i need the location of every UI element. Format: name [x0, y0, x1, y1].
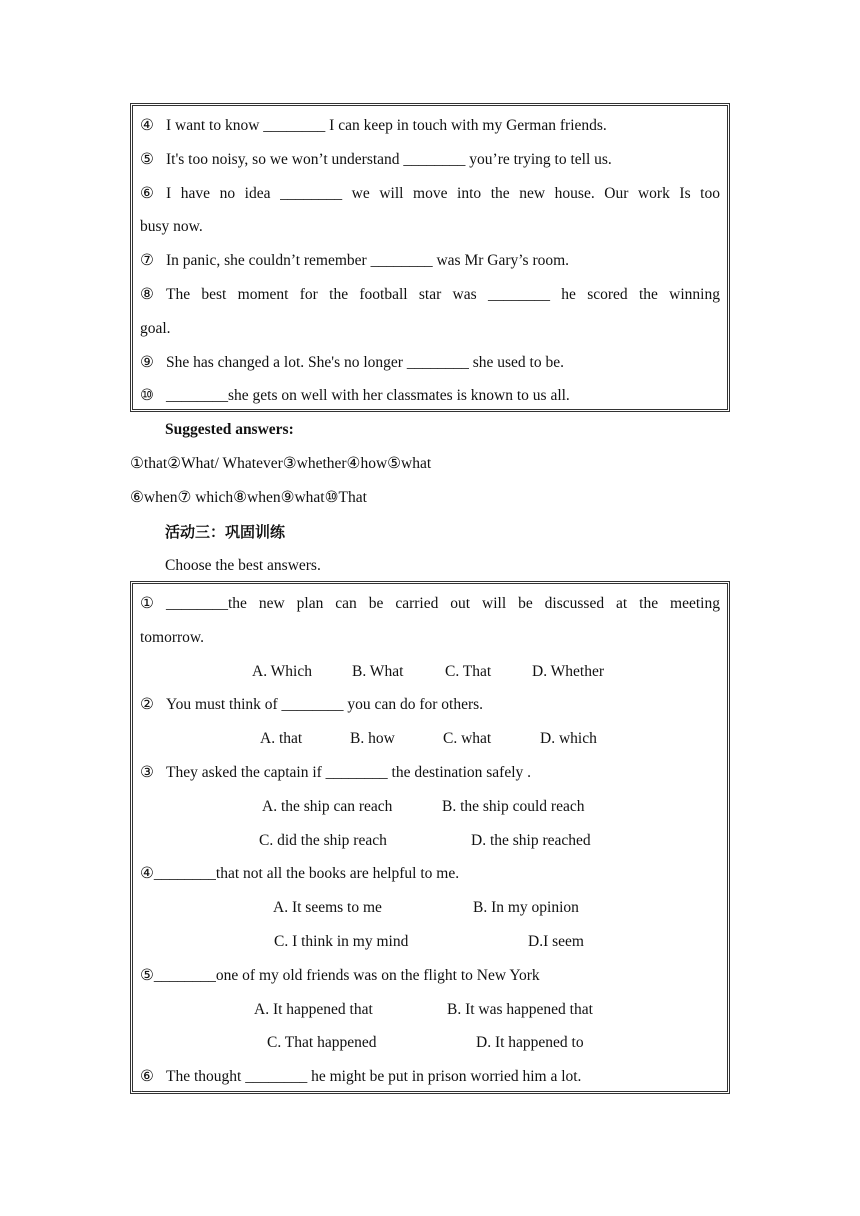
question-4: ④ I want to know ________ I can keep in touch with my German friends. — [140, 117, 607, 134]
mc-question-6: ⑥ The thought ________ he might be put in prison worried him a lot. — [140, 1068, 582, 1086]
mc-question-4-options-row-1 — [140, 891, 720, 925]
option-c: C. That — [445, 662, 492, 680]
mc-question-5: ⑤________one of my old friends was on the flight to New York — [140, 966, 540, 984]
question-6-line-1: ⑥ I have no idea ________ we will move into the new house. Our work Is too — [140, 184, 720, 202]
option-b: B. the ship could reach — [442, 797, 585, 815]
question-5: ⑤ It's too noisy, so we won’t understand ________ you’re trying to tell us. — [140, 150, 612, 168]
question-8-line-2: goal. — [140, 319, 171, 337]
activity-heading: 活动三：巩固训练 — [165, 523, 286, 541]
mc-question-3-options-row-1 — [140, 790, 720, 824]
answers-line-2: ⑥when⑦ which⑧when⑨what⑩That — [130, 489, 367, 506]
question-7: ⑦ In panic, she couldn’t remember ________ was Mr Gary’s room. — [140, 252, 570, 270]
mc-question-4-options-row-2 — [140, 925, 720, 959]
mc-question-4: ④________that not all the books are helpful to me. — [140, 865, 460, 883]
answers-heading: Suggested answers: — [165, 421, 294, 438]
option-b: B. It was happened that — [447, 1000, 593, 1018]
activity-instruction: Choose the best answers. — [165, 557, 321, 574]
mc-question-2-options — [140, 722, 720, 756]
option-c: C. I think in my mind — [274, 932, 409, 950]
mc-question-1-line-2: tomorrow. — [140, 628, 204, 646]
option-a: A. the ship can reach — [262, 797, 393, 815]
mc-question-2: ② You must think of ________ you can do for others. — [140, 696, 484, 714]
option-c: C. That happened — [267, 1034, 377, 1052]
option-a: A. Which — [252, 662, 312, 680]
option-a: A. It seems to me — [273, 899, 382, 917]
exercise-box-1 — [130, 103, 730, 412]
mc-question-5-options-row-2 — [140, 1026, 720, 1060]
option-b: B. how — [350, 730, 395, 748]
mc-question-3: ③ They asked the captain if ________ the destination safely . — [140, 763, 532, 781]
mc-question-3-options-row-2 — [140, 824, 720, 858]
answers-line-1: ①that②What/ Whatever③whether④how⑤what — [130, 455, 432, 472]
option-d: D.I seem — [528, 932, 584, 950]
option-b: B. In my opinion — [473, 899, 579, 917]
option-d: D. It happened to — [476, 1034, 584, 1052]
mc-question-1-line-1: ① ________the new plan can be carried out will be discussed at the meeting — [140, 595, 720, 612]
option-d: D. Whether — [532, 662, 605, 680]
option-d: D. which — [540, 730, 597, 748]
option-c: C. what — [443, 730, 492, 748]
question-8-line-1: ⑧ The best moment for the football star was ________ he scored the winning — [140, 285, 720, 303]
option-a: A. that — [260, 730, 303, 748]
exercise-box-2 — [130, 581, 730, 1094]
question-10: ⑩ ________she gets on well with her classmates is known to us all. — [140, 387, 570, 405]
option-a: A. It happened that — [254, 1000, 373, 1018]
question-6-line-2: busy now. — [140, 218, 203, 236]
option-b: B. What — [352, 662, 404, 680]
question-9: ⑨ She has changed a lot. She's no longer ________ she used to be. — [140, 353, 564, 371]
option-d: D. the ship reached — [471, 831, 591, 849]
mc-question-5-options-row-1 — [140, 993, 720, 1027]
mc-question-1-options — [140, 655, 720, 689]
option-c: C. did the ship reach — [259, 831, 387, 849]
